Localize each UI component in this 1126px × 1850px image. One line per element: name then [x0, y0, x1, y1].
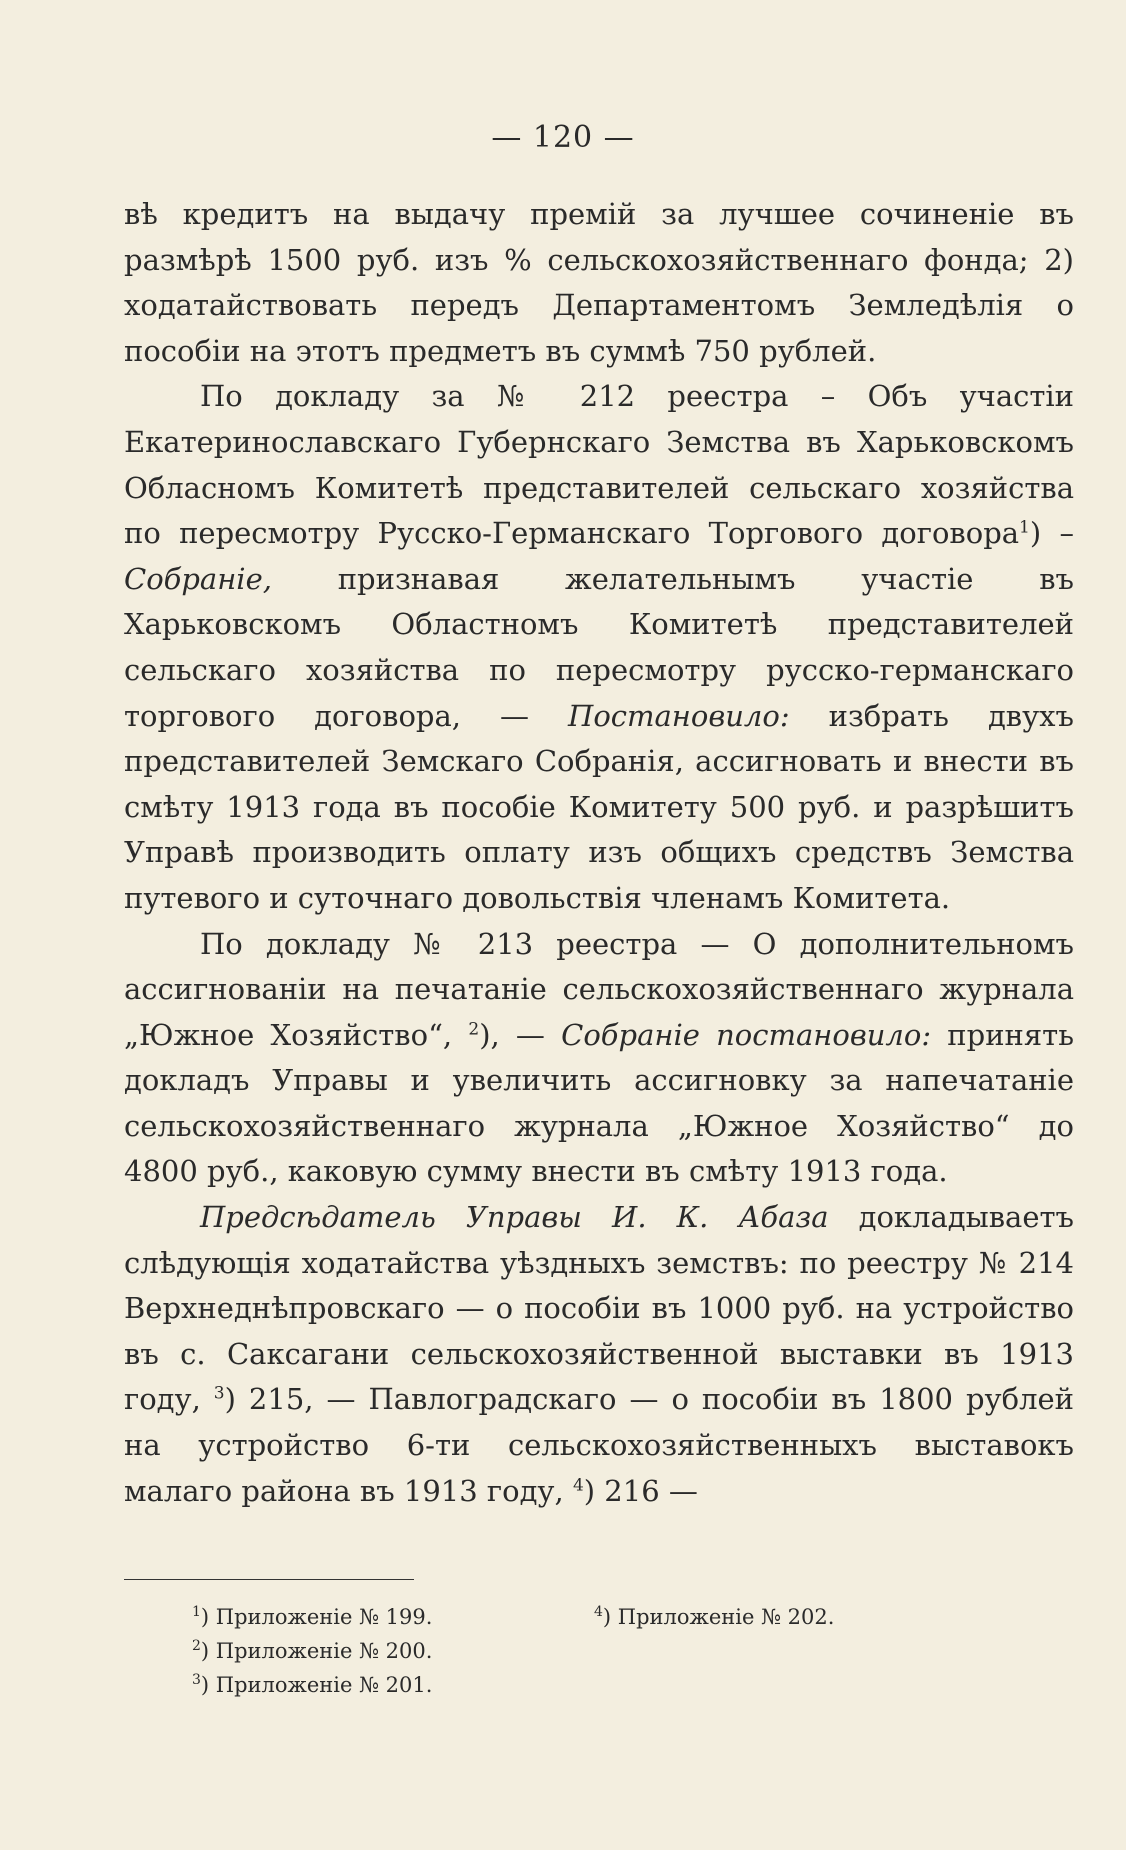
- paragraph: [124, 922, 1074, 1196]
- body-text: [124, 192, 1074, 1514]
- text-run: вѣ кредитъ на выдачу премій за лучшее сочиненіе въ размѣрѣ 1500 руб. изъ: [124, 197, 1074, 277]
- footnote-ref: 3: [213, 1383, 225, 1404]
- italic-text: Постановило:: [568, 698, 790, 733]
- footnote-ref: 1: [1019, 517, 1030, 538]
- text-run: сельскохозяйственнаго фонда; 2) ходатайствовать передъ Департаментомъ Земледѣлія о пособіи на этотъ предметъ въ суммѣ 750 рублей.: [124, 242, 1074, 368]
- text-run: принять докладъ Управы и увеличить ассигновку за напечатаніе сельскохозяйственнаго журнала „Южное Хозяйство“ до 4800 руб., каковую сумму внести въ смѣту 1913 года.: [124, 1017, 1074, 1189]
- text-run: %: [504, 242, 532, 277]
- footnote-ref: 2: [468, 1019, 480, 1040]
- footnote-mark: 1: [192, 1604, 201, 1620]
- footnote-divider: [124, 1579, 414, 1580]
- footnote-mark: 2: [192, 1638, 201, 1654]
- text-run: признавая желательнымъ участіе въ Харьковскомъ Областномъ Комитетѣ представителей сельскаго хозяйства по пересмотру русско-германскаго торгового договора, —: [124, 561, 1074, 733]
- paragraph: [124, 374, 1074, 921]
- paragraph: [124, 1195, 1074, 1514]
- footnotes-column-left: [192, 1600, 432, 1702]
- italic-text: Предсѣдатель Управы И. К. Абаза: [200, 1200, 829, 1235]
- paragraph: [124, 192, 1074, 374]
- footnote-text: ) Приложеніе № 201.: [200, 1673, 433, 1697]
- text-run: По докладу № 213 реестра — О дополнительномъ ассигнованіи на печатаніе сельскохозяйственнаго журнала „Южное Хозяйство“,: [124, 926, 1074, 1052]
- footnote-text: ) Приложеніе № 202.: [602, 1605, 835, 1629]
- footnote: [594, 1600, 834, 1634]
- footnotes-column-right: [594, 1600, 834, 1634]
- footnote-mark: 3: [192, 1672, 201, 1688]
- text-run: избрать двухъ представителей Земскаго Собранія, ассигновать и внести въ смѣту 1913 года въ пособіе Комитету 500 руб. и разрѣшитъ Управѣ производить оплату изъ общихъ средствъ Земства путевого и суточнаго довольствія членамъ Комитета.: [124, 698, 1074, 915]
- footnote-mark: 4: [594, 1604, 603, 1620]
- text-run: ) 216 —: [583, 1473, 698, 1508]
- footnote: [192, 1634, 432, 1668]
- text-run: ) 215, — Павлоградскаго — о пособіи въ 1800 рублей на устройство 6-ти сельскохозяйственныхъ выставокъ малаго района въ 1913 году,: [124, 1382, 1074, 1508]
- footnote-text: ) Приложеніе № 199.: [200, 1605, 433, 1629]
- text-run: ) –: [1029, 516, 1074, 551]
- italic-text: Собраніе,: [124, 561, 272, 596]
- text-run: По докладу за № 212 реестра – Объ участіи Екатеринославскаго Губернскаго Земства въ Харьковскомъ Обласномъ Комитетѣ представителей сельскаго хозяйства по пересмотру Русско-Германскаго Торгового договора: [124, 379, 1074, 551]
- footnote-text: ) Приложеніе № 200.: [200, 1639, 433, 1663]
- footnote-ref: 4: [572, 1474, 584, 1495]
- italic-text: Собраніе постановило:: [561, 1017, 932, 1052]
- footnote: [192, 1668, 432, 1702]
- text-run: ), —: [479, 1017, 562, 1052]
- footnote: [192, 1600, 432, 1634]
- text-run: докладываетъ слѣдующія ходатайства уѣздныхъ земствъ: по реестру № 214 Верхнеднѣпровскаго — о пособіи въ 1000 руб. на устройство въ с. Саксагани сельскохозяйственной выставки въ 1913 году,: [124, 1200, 1074, 1417]
- page-number: — 120 —: [491, 120, 635, 155]
